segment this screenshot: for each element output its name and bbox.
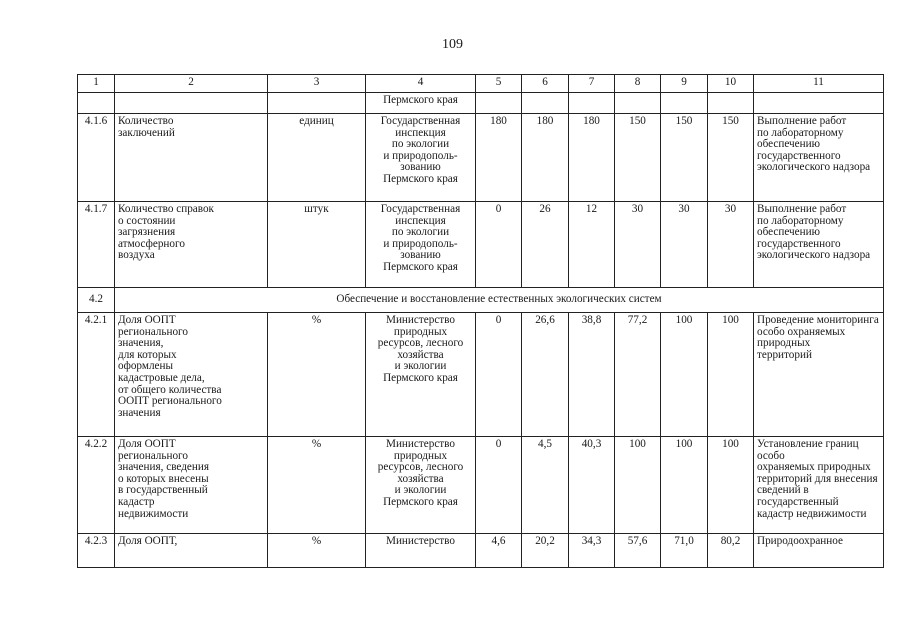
table-header-row [78,75,884,93]
value-cell: 150 [661,114,708,202]
value-cell: 40,3 [569,437,615,534]
value-cell: 4,5 [522,437,569,534]
code-cell: 4.1.7 [78,202,115,288]
unit-cell: % [268,437,366,534]
value-cell: 34,3 [569,534,615,568]
value-cell [615,93,661,114]
action-cell: Установление границ особо охраняемых природных территорий для внесения сведений в государственный кадастр недвижимости [754,437,884,534]
code-cell: 4.2.1 [78,313,115,437]
value-cell: 77,2 [615,313,661,437]
value-cell: 38,8 [569,313,615,437]
section-code-cell: 4.2 [78,288,115,313]
action-cell: Природоохранное [754,534,884,568]
value-cell [708,93,754,114]
unit-cell: % [268,313,366,437]
value-cell: 80,2 [708,534,754,568]
value-cell: 180 [569,114,615,202]
value-cell: 150 [708,114,754,202]
value-cell: 57,6 [615,534,661,568]
unit-cell: % [268,534,366,568]
value-cell: 26,6 [522,313,569,437]
section-title-cell: Обеспечение и восстановление естественных экологических систем [115,288,884,313]
org-cell: Министерство природных ресурсов, лесного хозяйства и экологии Пермского края [366,313,476,437]
value-cell: 100 [661,437,708,534]
unit-cell [268,93,366,114]
value-cell: 30 [661,202,708,288]
table-row [78,93,884,114]
value-cell: 0 [476,437,522,534]
value-cell: 71,0 [661,534,708,568]
header-cell: 7 [569,75,615,93]
value-cell: 26 [522,202,569,288]
value-cell: 180 [522,114,569,202]
value-cell [476,93,522,114]
table-row [78,437,884,534]
org-cell: Министерство природных ресурсов, лесного хозяйства и экологии Пермского края [366,437,476,534]
value-cell: 100 [615,437,661,534]
code-cell: 4.2.3 [78,534,115,568]
name-cell: Доля ООПТ регионального значения, сведения о которых внесены в государственный кадастр недвижимости [115,437,268,534]
code-cell [78,93,115,114]
value-cell: 100 [661,313,708,437]
header-cell: 4 [366,75,476,93]
action-cell: Выполнение работ по лабораторному обеспечению государственного экологического надзора [754,114,884,202]
name-cell: Доля ООПТ, [115,534,268,568]
header-cell: 11 [754,75,884,93]
header-cell: 5 [476,75,522,93]
action-cell: Выполнение работ по лабораторному обеспечению государственного экологического надзора [754,202,884,288]
name-cell: Количество заключений [115,114,268,202]
org-cell: Пермского края [366,93,476,114]
header-cell: 10 [708,75,754,93]
org-cell: Министерство [366,534,476,568]
header-cell: 8 [615,75,661,93]
value-cell: 100 [708,313,754,437]
value-cell: 0 [476,202,522,288]
value-cell: 30 [708,202,754,288]
table-row [78,534,884,568]
org-cell: Государственная инспекция по экологии и природополь- зованию Пермского края [366,202,476,288]
header-cell: 6 [522,75,569,93]
page-number: 109 [442,37,463,52]
value-cell: 4,6 [476,534,522,568]
header-cell: 2 [115,75,268,93]
value-cell: 12 [569,202,615,288]
action-cell: Проведение мониторинга особо охраняемых природных территорий [754,313,884,437]
value-cell: 100 [708,437,754,534]
section-row [78,288,884,313]
table-row [78,114,884,202]
value-cell: 0 [476,313,522,437]
unit-cell: штук [268,202,366,288]
value-cell [661,93,708,114]
header-cell: 9 [661,75,708,93]
code-cell: 4.1.6 [78,114,115,202]
indicators-table [77,74,884,568]
value-cell [569,93,615,114]
unit-cell: единиц [268,114,366,202]
value-cell: 150 [615,114,661,202]
header-cell: 1 [78,75,115,93]
table-row [78,313,884,437]
org-cell: Государственная инспекция по экологии и природополь- зованию Пермского края [366,114,476,202]
name-cell: Количество справок о состоянии загрязнения атмосферного воздуха [115,202,268,288]
action-cell [754,93,884,114]
name-cell: Доля ООПТ регионального значения, для которых оформлены кадастровые дела, от общего количества ООПТ регионального значения [115,313,268,437]
value-cell: 180 [476,114,522,202]
code-cell: 4.2.2 [78,437,115,534]
value-cell [522,93,569,114]
value-cell: 20,2 [522,534,569,568]
value-cell: 30 [615,202,661,288]
name-cell [115,93,268,114]
header-cell: 3 [268,75,366,93]
table-row [78,202,884,288]
